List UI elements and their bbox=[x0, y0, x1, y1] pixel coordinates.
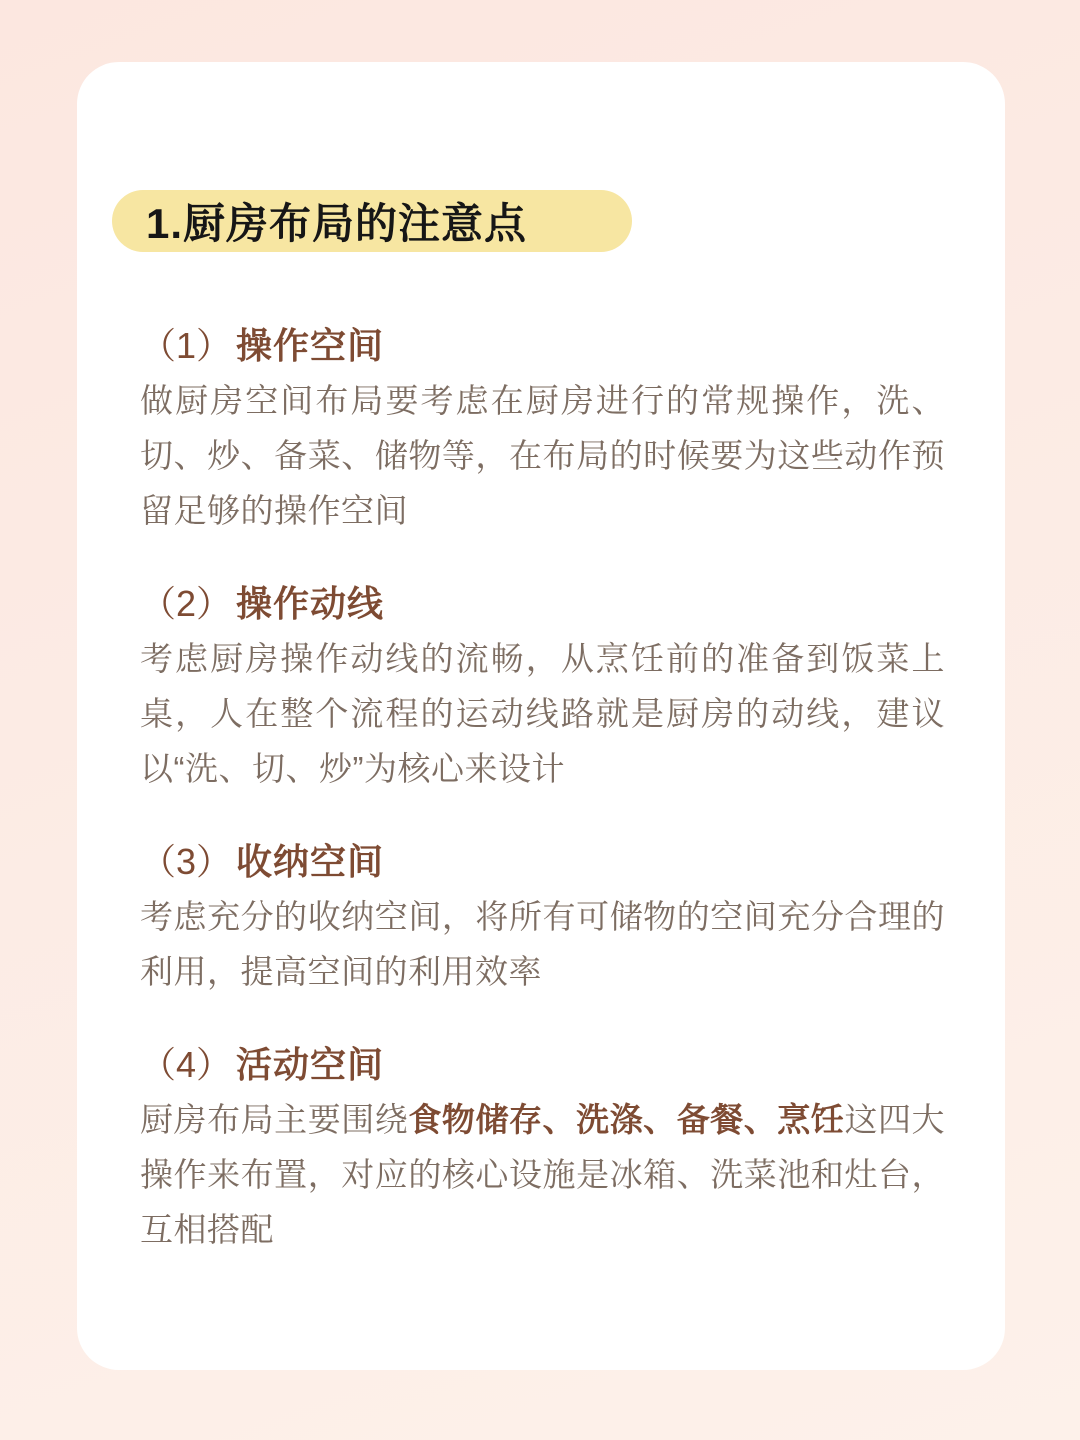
body-text: 考虑厨房操作动线的流畅，从烹饪前的准备到饭菜上桌，人在整个流程的运动线路就是厨房的动线，建议以“洗、切、炒”为核心来设计 bbox=[140, 640, 945, 787]
section-paragraph bbox=[140, 1092, 945, 1257]
content-card bbox=[77, 62, 1005, 1370]
body-text: 这四大操作来布置，对应的核心设施是冰箱、洗菜池和灶台，互相搭配 bbox=[140, 1101, 946, 1248]
emphasis-text: 食物储存、洗涤、备餐、烹饪 bbox=[408, 1101, 845, 1138]
section-title: 操作空间 bbox=[236, 325, 385, 366]
section-heading bbox=[140, 1037, 945, 1092]
section-title: 操作动线 bbox=[236, 583, 385, 624]
title-highlight-pill bbox=[112, 190, 632, 252]
section-number: （1） bbox=[140, 325, 233, 366]
section-paragraph bbox=[140, 889, 945, 999]
section-title: 收纳空间 bbox=[236, 841, 385, 882]
section-paragraph bbox=[140, 631, 945, 796]
section-paragraph bbox=[140, 373, 945, 538]
section-number: （4） bbox=[140, 1044, 233, 1085]
section bbox=[140, 834, 945, 999]
sections bbox=[140, 318, 945, 1295]
body-text: 做厨房空间布局要考虑在厨房进行的常规操作，洗、切、炒、备菜、储物等，在布局的时候要为这些动作预留足够的操作空间 bbox=[140, 382, 945, 529]
body-text: 考虑充分的收纳空间，将所有可储物的空间充分合理的利用，提高空间的利用效率 bbox=[140, 898, 945, 990]
section bbox=[140, 1037, 945, 1257]
section-heading bbox=[140, 834, 945, 889]
section-number: （3） bbox=[140, 841, 233, 882]
section-heading bbox=[140, 318, 945, 373]
section-title: 活动空间 bbox=[236, 1044, 385, 1085]
body-text: 厨房布局主要围绕 bbox=[140, 1101, 409, 1138]
section bbox=[140, 576, 945, 796]
section bbox=[140, 318, 945, 538]
page-title: 1.厨房布局的注意点 bbox=[146, 200, 528, 247]
section-number: （2） bbox=[140, 583, 233, 624]
section-heading bbox=[140, 576, 945, 631]
